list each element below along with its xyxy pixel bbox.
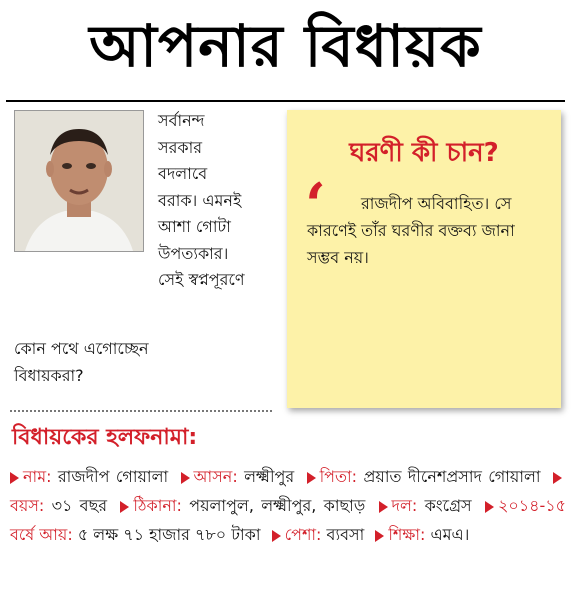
triangle-bullet-icon	[181, 472, 190, 484]
intro-line: উপত্যকার।	[158, 243, 229, 263]
detail-label: ঠিকানা:	[133, 496, 182, 515]
detail-education	[375, 525, 469, 544]
note-title: ঘরণী কী চান?	[349, 138, 499, 168]
detail-party	[379, 496, 472, 515]
detail-value: পয়লাপুল, লক্ষ্মীপুর, কাছাড়	[189, 496, 366, 515]
detail-value: ব্যবসা	[326, 525, 365, 544]
legislator-photo	[14, 110, 144, 252]
triangle-bullet-icon	[120, 501, 129, 513]
dotted-divider	[10, 410, 272, 412]
detail-label: পিতা:	[319, 467, 358, 486]
triangle-bullet-icon	[307, 472, 316, 484]
detail-label: শিক্ষা:	[388, 525, 426, 544]
masthead-title: আপনার বিধায়ক	[89, 11, 482, 80]
detail-seat	[181, 467, 295, 486]
triangle-bullet-icon	[379, 501, 388, 513]
intro-line: সর্বানন্দ	[158, 111, 205, 130]
intro-line: বদলাবে	[158, 164, 208, 183]
intro-line: আশা গোটা	[158, 217, 231, 236]
triangle-bullet-icon	[272, 530, 281, 542]
detail-name	[10, 467, 168, 486]
detail-label: আসন:	[193, 467, 238, 486]
detail-label: নাম:	[23, 467, 52, 486]
detail-value: ৩১ বছর	[51, 496, 108, 515]
note-body: রাজদীপ অবিবাহিত। সে কারণেই তাঁর ঘরণীর বক্তব্য জানা সম্ভব নয়।	[307, 194, 515, 267]
quote-mark-icon: ‘	[305, 171, 326, 241]
detail-value: এমএ।	[430, 525, 470, 544]
triangle-bullet-icon	[485, 501, 494, 513]
detail-address	[120, 496, 365, 515]
intro-line: সরকার	[158, 137, 203, 157]
intro-text-continued	[14, 335, 284, 389]
detail-label: ২০১৪-১৫ বর্ষে আয়:	[10, 496, 567, 544]
intro-line: বিধায়করা?	[14, 366, 84, 385]
triangle-bullet-icon	[10, 472, 19, 484]
detail-value: রাজদীপ গোয়ালা	[57, 467, 169, 486]
intro-text	[158, 108, 288, 294]
detail-father	[307, 467, 541, 486]
intro-line: কোন পথে এগোচ্ছেন	[14, 339, 149, 358]
sticky-note	[287, 110, 561, 408]
intro-line: সেই স্বপ্নপূরণে	[158, 270, 245, 289]
detail-value: কংগ্রেস	[424, 496, 472, 515]
affidavit-heading: বিধায়কের হলফনামা:	[12, 425, 198, 450]
affidavit-details	[10, 462, 566, 549]
detail-value: প্রয়াত দীনেশপ্রসাদ গোয়ালা	[363, 467, 541, 486]
triangle-bullet-icon	[375, 530, 384, 542]
detail-label: দল:	[391, 496, 418, 515]
portrait-illustration	[15, 111, 143, 251]
detail-label: বয়স:	[10, 496, 45, 515]
detail-occupation	[272, 525, 365, 544]
masthead	[0, 0, 571, 100]
intro-line: বরাক। এমনই	[158, 190, 242, 210]
detail-label: পেশা:	[284, 525, 322, 544]
detail-value: লক্ষ্মীপুর	[244, 467, 295, 486]
masthead-rule	[6, 100, 565, 102]
triangle-bullet-icon	[553, 472, 562, 484]
detail-value: ৫ লক্ষ ৭১ হাজার ৭৮০ টাকা	[77, 525, 261, 544]
